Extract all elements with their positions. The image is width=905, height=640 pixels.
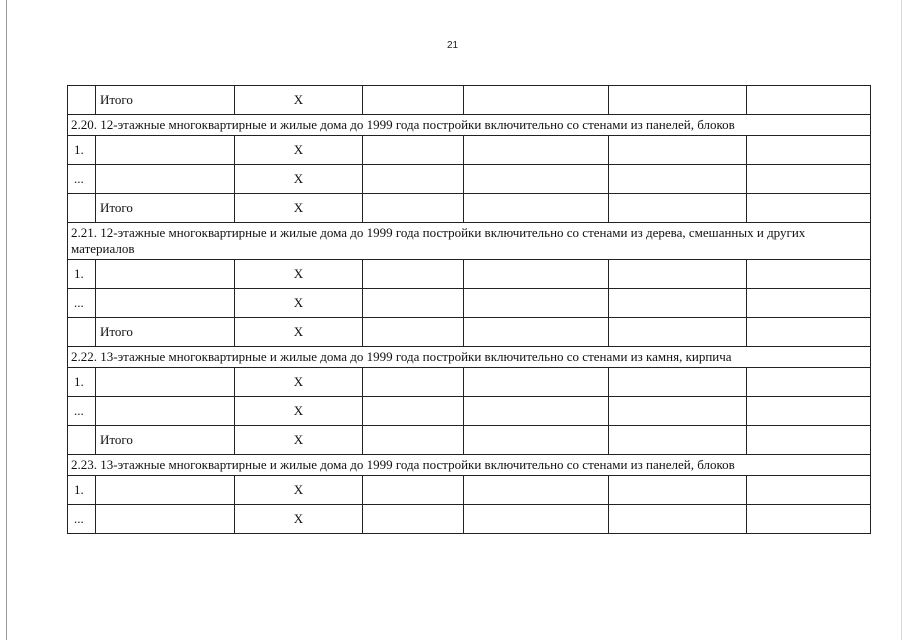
empty-cell <box>609 426 747 455</box>
row-mark-cell: X <box>235 165 363 194</box>
empty-cell <box>747 165 871 194</box>
table-row <box>68 289 871 318</box>
row-name-cell <box>96 368 235 397</box>
empty-cell <box>609 260 747 289</box>
empty-cell <box>747 368 871 397</box>
row-number-cell: 1. <box>68 476 96 505</box>
empty-cell <box>609 289 747 318</box>
empty-cell <box>464 194 609 223</box>
table-row <box>68 165 871 194</box>
row-name-cell: Итого <box>96 86 235 115</box>
table-row <box>68 476 871 505</box>
empty-cell <box>363 165 464 194</box>
row-number-cell <box>68 426 96 455</box>
empty-cell <box>609 476 747 505</box>
empty-cell <box>747 136 871 165</box>
empty-cell <box>363 136 464 165</box>
empty-cell <box>363 505 464 534</box>
row-name-cell: Итого <box>96 194 235 223</box>
page-number: 21 <box>446 40 459 51</box>
empty-cell <box>464 136 609 165</box>
section-heading-row <box>68 455 871 476</box>
empty-cell <box>609 86 747 115</box>
empty-cell <box>363 194 464 223</box>
empty-cell <box>747 505 871 534</box>
row-name-cell: Итого <box>96 426 235 455</box>
row-mark-cell: X <box>235 260 363 289</box>
section-heading: 2.20. 12-этажные многоквартирные и жилые дома до 1999 года постройки включительно со стенами из панелей, блоков <box>68 115 871 136</box>
empty-cell <box>747 426 871 455</box>
register-table <box>67 85 871 534</box>
row-mark-cell: X <box>235 136 363 165</box>
empty-cell <box>363 289 464 318</box>
section-heading-row <box>68 347 871 368</box>
section-heading: 2.21. 12-этажные многоквартирные и жилые дома до 1999 года постройки включительно со стенами из дерева, смешанных и других материалов <box>68 223 871 260</box>
table-row <box>68 397 871 426</box>
empty-cell <box>464 289 609 318</box>
row-mark-cell: X <box>235 505 363 534</box>
row-number-cell: ... <box>68 165 96 194</box>
table-total-row <box>68 86 871 115</box>
empty-cell <box>363 318 464 347</box>
empty-cell <box>609 194 747 223</box>
empty-cell <box>363 426 464 455</box>
table-row <box>68 368 871 397</box>
section-heading: 2.23. 13-этажные многоквартирные и жилые дома до 1999 года постройки включительно со стенами из панелей, блоков <box>68 455 871 476</box>
empty-cell <box>747 260 871 289</box>
empty-cell <box>464 368 609 397</box>
row-number-cell: 1. <box>68 136 96 165</box>
table-total-row <box>68 194 871 223</box>
row-mark-cell: X <box>235 318 363 347</box>
row-mark-cell: X <box>235 368 363 397</box>
empty-cell <box>609 397 747 426</box>
row-mark-cell: X <box>235 194 363 223</box>
row-number-cell: 1. <box>68 368 96 397</box>
empty-cell <box>609 136 747 165</box>
empty-cell <box>747 86 871 115</box>
empty-cell <box>363 368 464 397</box>
empty-cell <box>609 505 747 534</box>
empty-cell <box>464 318 609 347</box>
empty-cell <box>609 318 747 347</box>
row-name-cell <box>96 260 235 289</box>
empty-cell <box>747 318 871 347</box>
empty-cell <box>464 86 609 115</box>
row-mark-cell: X <box>235 289 363 318</box>
row-number-cell <box>68 318 96 347</box>
row-name-cell <box>96 165 235 194</box>
empty-cell <box>609 368 747 397</box>
empty-cell <box>363 397 464 426</box>
row-mark-cell: X <box>235 86 363 115</box>
section-heading-row <box>68 115 871 136</box>
row-name-cell <box>96 289 235 318</box>
section-heading: 2.22. 13-этажные многоквартирные и жилые дома до 1999 года постройки включительно со стенами из камня, кирпича <box>68 347 871 368</box>
table-total-row <box>68 318 871 347</box>
table-row <box>68 505 871 534</box>
empty-cell <box>464 260 609 289</box>
empty-cell <box>747 476 871 505</box>
table-body <box>68 86 871 534</box>
scan-edge-left <box>6 0 7 640</box>
empty-cell <box>747 194 871 223</box>
empty-cell <box>363 476 464 505</box>
row-number-cell <box>68 86 96 115</box>
row-name-cell: Итого <box>96 318 235 347</box>
row-number-cell: ... <box>68 289 96 318</box>
table-total-row <box>68 426 871 455</box>
row-number-cell: ... <box>68 505 96 534</box>
empty-cell <box>363 86 464 115</box>
row-name-cell <box>96 397 235 426</box>
empty-cell <box>747 397 871 426</box>
row-number-cell <box>68 194 96 223</box>
empty-cell <box>464 476 609 505</box>
empty-cell <box>464 426 609 455</box>
row-number-cell: 1. <box>68 260 96 289</box>
empty-cell <box>747 289 871 318</box>
row-mark-cell: X <box>235 426 363 455</box>
empty-cell <box>609 165 747 194</box>
row-name-cell <box>96 476 235 505</box>
table-row <box>68 260 871 289</box>
row-name-cell <box>96 505 235 534</box>
row-mark-cell: X <box>235 476 363 505</box>
table-row <box>68 136 871 165</box>
empty-cell <box>464 397 609 426</box>
scan-edge-right <box>901 0 902 640</box>
row-number-cell: ... <box>68 397 96 426</box>
row-mark-cell: X <box>235 397 363 426</box>
section-heading-row <box>68 223 871 260</box>
row-name-cell <box>96 136 235 165</box>
empty-cell <box>363 260 464 289</box>
empty-cell <box>464 505 609 534</box>
empty-cell <box>464 165 609 194</box>
